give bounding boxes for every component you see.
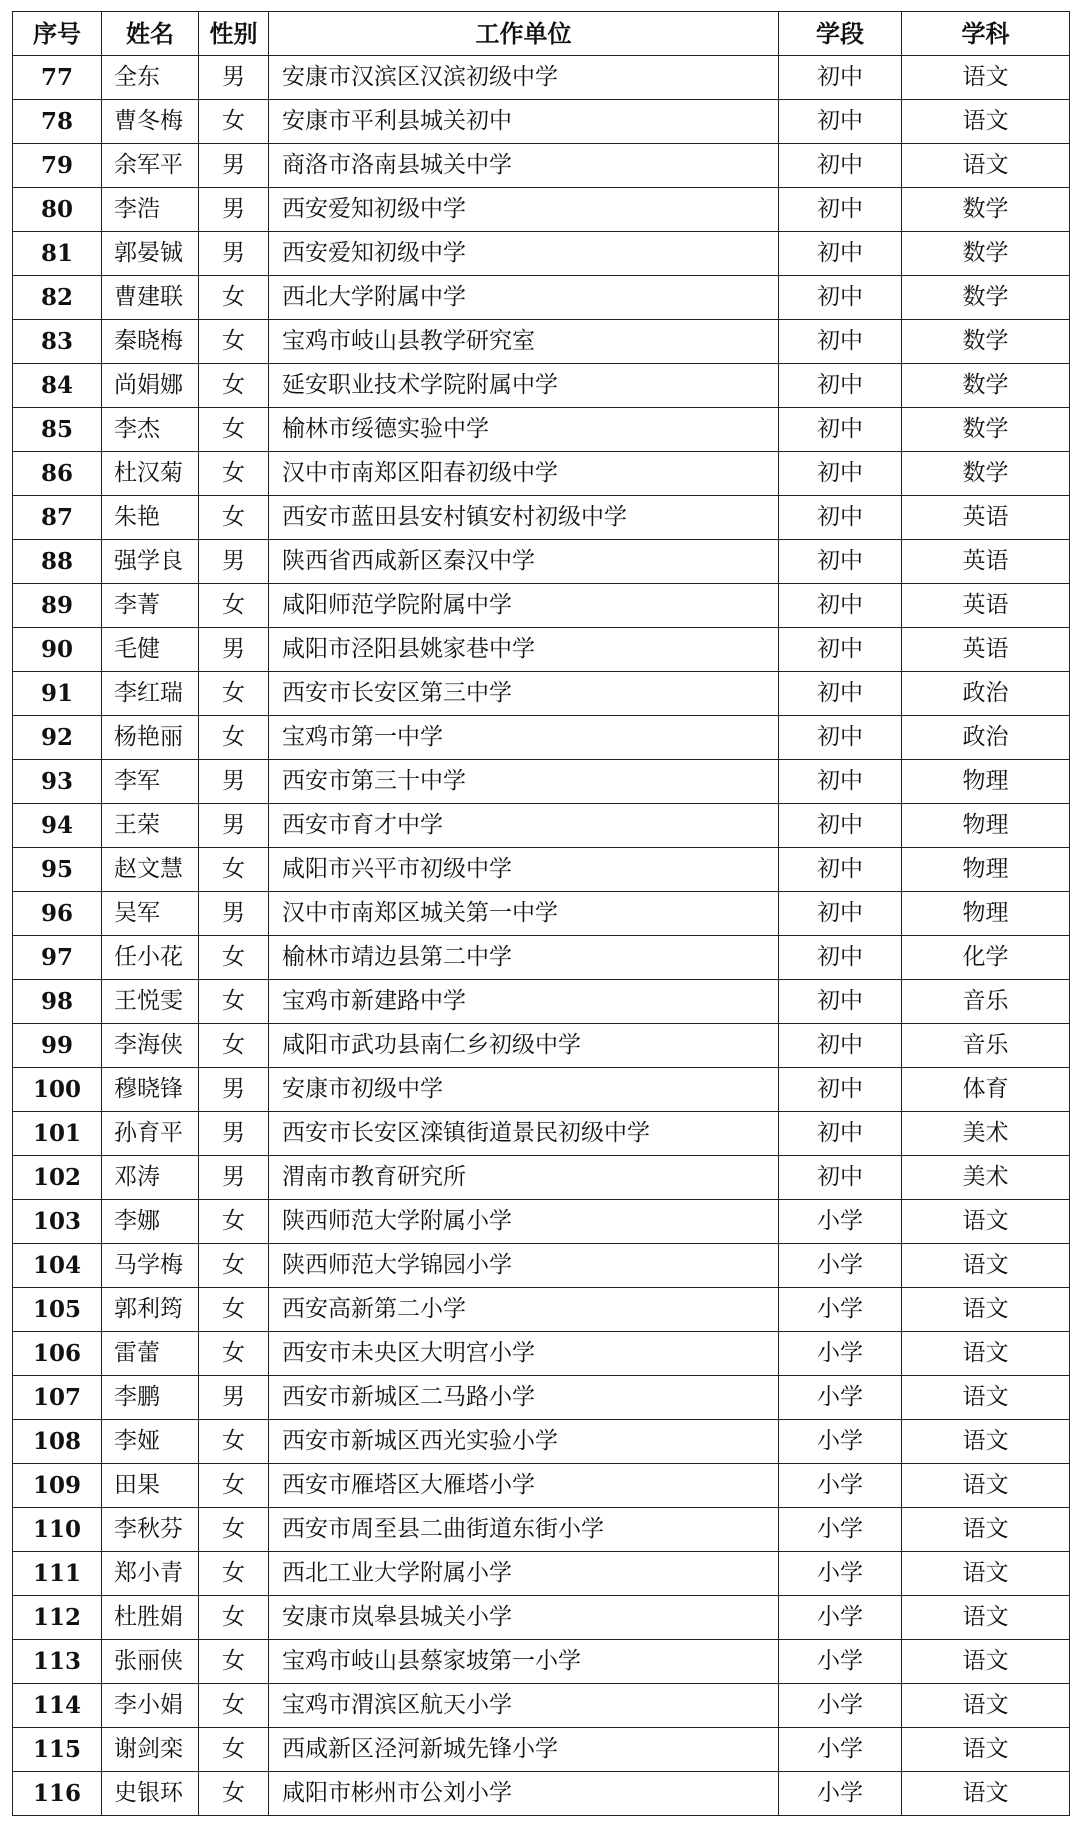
name-cell: 任小花 — [102, 936, 199, 980]
school-stage-cell: 小学 — [779, 1640, 902, 1684]
gender-cell: 女 — [199, 672, 269, 716]
serial-number-cell: 108 — [13, 1420, 102, 1464]
gender-cell: 男 — [199, 760, 269, 804]
name-cell: 李浩 — [102, 188, 199, 232]
subject-cell: 语文 — [902, 1772, 1070, 1816]
name-cell: 王悦雯 — [102, 980, 199, 1024]
school-stage-cell: 初中 — [779, 1068, 902, 1112]
header-subject: 学科 — [902, 12, 1070, 56]
gender-cell: 女 — [199, 848, 269, 892]
work-unit-cell: 安康市初级中学 — [269, 1068, 779, 1112]
serial-number-cell: 82 — [13, 276, 102, 320]
name-cell: 赵文慧 — [102, 848, 199, 892]
serial-number-cell: 101 — [13, 1112, 102, 1156]
header-gender: 性别 — [199, 12, 269, 56]
school-stage-cell: 初中 — [779, 496, 902, 540]
school-stage-cell: 小学 — [779, 1684, 902, 1728]
name-cell: 全东 — [102, 56, 199, 100]
gender-cell: 女 — [199, 452, 269, 496]
gender-cell: 女 — [199, 320, 269, 364]
serial-number-cell: 114 — [13, 1684, 102, 1728]
gender-cell: 男 — [199, 144, 269, 188]
serial-number-cell: 104 — [13, 1244, 102, 1288]
subject-cell: 英语 — [902, 540, 1070, 584]
subject-cell: 语文 — [902, 1376, 1070, 1420]
serial-number-cell: 96 — [13, 892, 102, 936]
work-unit-cell: 西安市新城区西光实验小学 — [269, 1420, 779, 1464]
subject-cell: 物理 — [902, 760, 1070, 804]
work-unit-cell: 汉中市南郑区阳春初级中学 — [269, 452, 779, 496]
name-cell: 李菁 — [102, 584, 199, 628]
school-stage-cell: 初中 — [779, 672, 902, 716]
table-row — [13, 56, 1070, 100]
school-stage-cell: 初中 — [779, 936, 902, 980]
name-cell: 李军 — [102, 760, 199, 804]
gender-cell: 女 — [199, 716, 269, 760]
school-stage-cell: 初中 — [779, 1112, 902, 1156]
school-stage-cell: 初中 — [779, 452, 902, 496]
table-row — [13, 760, 1070, 804]
work-unit-cell: 延安职业技术学院附属中学 — [269, 364, 779, 408]
header-serial-number: 序号 — [13, 12, 102, 56]
school-stage-cell: 小学 — [779, 1200, 902, 1244]
serial-number-cell: 92 — [13, 716, 102, 760]
table-row — [13, 1244, 1070, 1288]
table-row — [13, 804, 1070, 848]
name-cell: 曹冬梅 — [102, 100, 199, 144]
work-unit-cell: 陕西师范大学附属小学 — [269, 1200, 779, 1244]
school-stage-cell: 初中 — [779, 232, 902, 276]
serial-number-cell: 86 — [13, 452, 102, 496]
name-cell: 李小娟 — [102, 1684, 199, 1728]
school-stage-cell: 初中 — [779, 188, 902, 232]
table-row — [13, 100, 1070, 144]
serial-number-cell: 112 — [13, 1596, 102, 1640]
subject-cell: 体育 — [902, 1068, 1070, 1112]
table-row — [13, 496, 1070, 540]
table-row — [13, 980, 1070, 1024]
serial-number-cell: 115 — [13, 1728, 102, 1772]
name-cell: 李娅 — [102, 1420, 199, 1464]
subject-cell: 语文 — [902, 1596, 1070, 1640]
serial-number-cell: 78 — [13, 100, 102, 144]
gender-cell: 女 — [199, 1332, 269, 1376]
table-row — [13, 232, 1070, 276]
school-stage-cell: 初中 — [779, 848, 902, 892]
serial-number-cell: 77 — [13, 56, 102, 100]
subject-cell: 政治 — [902, 672, 1070, 716]
serial-number-cell: 80 — [13, 188, 102, 232]
work-unit-cell: 西安市雁塔区大雁塔小学 — [269, 1464, 779, 1508]
gender-cell: 女 — [199, 1244, 269, 1288]
subject-cell: 数学 — [902, 232, 1070, 276]
serial-number-cell: 85 — [13, 408, 102, 452]
serial-number-cell: 93 — [13, 760, 102, 804]
serial-number-cell: 111 — [13, 1552, 102, 1596]
work-unit-cell: 宝鸡市渭滨区航天小学 — [269, 1684, 779, 1728]
work-unit-cell: 西北工业大学附属小学 — [269, 1552, 779, 1596]
serial-number-cell: 91 — [13, 672, 102, 716]
subject-cell: 数学 — [902, 452, 1070, 496]
subject-cell: 物理 — [902, 848, 1070, 892]
table-row — [13, 1420, 1070, 1464]
school-stage-cell: 初中 — [779, 584, 902, 628]
subject-cell: 物理 — [902, 892, 1070, 936]
gender-cell: 女 — [199, 364, 269, 408]
table-row — [13, 1508, 1070, 1552]
name-cell: 强学良 — [102, 540, 199, 584]
serial-number-cell: 97 — [13, 936, 102, 980]
subject-cell: 语文 — [902, 1684, 1070, 1728]
name-cell: 朱艳 — [102, 496, 199, 540]
work-unit-cell: 西安市新城区二马路小学 — [269, 1376, 779, 1420]
name-cell: 史银环 — [102, 1772, 199, 1816]
header-row — [13, 12, 1070, 56]
name-cell: 李娜 — [102, 1200, 199, 1244]
name-cell: 谢剑栾 — [102, 1728, 199, 1772]
gender-cell: 男 — [199, 1112, 269, 1156]
serial-number-cell: 87 — [13, 496, 102, 540]
work-unit-cell: 安康市平利县城关初中 — [269, 100, 779, 144]
work-unit-cell: 榆林市靖边县第二中学 — [269, 936, 779, 980]
subject-cell: 语文 — [902, 1640, 1070, 1684]
work-unit-cell: 宝鸡市新建路中学 — [269, 980, 779, 1024]
gender-cell: 女 — [199, 936, 269, 980]
name-cell: 马学梅 — [102, 1244, 199, 1288]
work-unit-cell: 咸阳市武功县南仁乡初级中学 — [269, 1024, 779, 1068]
gender-cell: 男 — [199, 1068, 269, 1112]
work-unit-cell: 西安市长安区第三中学 — [269, 672, 779, 716]
name-cell: 杜汉菊 — [102, 452, 199, 496]
table-row — [13, 892, 1070, 936]
work-unit-cell: 陕西省西咸新区秦汉中学 — [269, 540, 779, 584]
work-unit-cell: 榆林市绥德实验中学 — [269, 408, 779, 452]
subject-cell: 音乐 — [902, 1024, 1070, 1068]
subject-cell: 英语 — [902, 584, 1070, 628]
work-unit-cell: 商洛市洛南县城关中学 — [269, 144, 779, 188]
work-unit-cell: 渭南市教育研究所 — [269, 1156, 779, 1200]
table-row — [13, 1464, 1070, 1508]
work-unit-cell: 宝鸡市岐山县蔡家坡第一小学 — [269, 1640, 779, 1684]
school-stage-cell: 小学 — [779, 1596, 902, 1640]
school-stage-cell: 初中 — [779, 1024, 902, 1068]
school-stage-cell: 初中 — [779, 320, 902, 364]
work-unit-cell: 西安市育才中学 — [269, 804, 779, 848]
work-unit-cell: 西安市未央区大明宫小学 — [269, 1332, 779, 1376]
table-row — [13, 1728, 1070, 1772]
subject-cell: 语文 — [902, 1728, 1070, 1772]
school-stage-cell: 初中 — [779, 56, 902, 100]
work-unit-cell: 咸阳市兴平市初级中学 — [269, 848, 779, 892]
subject-cell: 美术 — [902, 1156, 1070, 1200]
name-cell: 张丽侠 — [102, 1640, 199, 1684]
subject-cell: 语文 — [902, 1508, 1070, 1552]
table-row — [13, 1552, 1070, 1596]
subject-cell: 语文 — [902, 56, 1070, 100]
name-cell: 余军平 — [102, 144, 199, 188]
work-unit-cell: 咸阳市彬州市公刘小学 — [269, 1772, 779, 1816]
serial-number-cell: 105 — [13, 1288, 102, 1332]
name-cell: 郑小青 — [102, 1552, 199, 1596]
school-stage-cell: 初中 — [779, 628, 902, 672]
name-cell: 郭晏铖 — [102, 232, 199, 276]
gender-cell: 男 — [199, 804, 269, 848]
gender-cell: 女 — [199, 1772, 269, 1816]
serial-number-cell: 107 — [13, 1376, 102, 1420]
serial-number-cell: 83 — [13, 320, 102, 364]
name-cell: 李海侠 — [102, 1024, 199, 1068]
school-stage-cell: 小学 — [779, 1288, 902, 1332]
school-stage-cell: 小学 — [779, 1464, 902, 1508]
subject-cell: 数学 — [902, 408, 1070, 452]
table-row — [13, 320, 1070, 364]
work-unit-cell: 西安市蓝田县安村镇安村初级中学 — [269, 496, 779, 540]
subject-cell: 数学 — [902, 276, 1070, 320]
serial-number-cell: 89 — [13, 584, 102, 628]
name-cell: 尚娟娜 — [102, 364, 199, 408]
name-cell: 秦晓梅 — [102, 320, 199, 364]
school-stage-cell: 初中 — [779, 364, 902, 408]
gender-cell: 女 — [199, 1640, 269, 1684]
table-row — [13, 1024, 1070, 1068]
gender-cell: 女 — [199, 1200, 269, 1244]
table-row — [13, 408, 1070, 452]
subject-cell: 语文 — [902, 1420, 1070, 1464]
gender-cell: 男 — [199, 540, 269, 584]
school-stage-cell: 小学 — [779, 1376, 902, 1420]
teacher-roster-table — [12, 11, 1070, 1816]
name-cell: 毛健 — [102, 628, 199, 672]
name-cell: 李秋芬 — [102, 1508, 199, 1552]
gender-cell: 女 — [199, 1288, 269, 1332]
school-stage-cell: 小学 — [779, 1508, 902, 1552]
table-row — [13, 1332, 1070, 1376]
serial-number-cell: 84 — [13, 364, 102, 408]
subject-cell: 音乐 — [902, 980, 1070, 1024]
gender-cell: 女 — [199, 276, 269, 320]
work-unit-cell: 西安市第三十中学 — [269, 760, 779, 804]
work-unit-cell: 西安高新第二小学 — [269, 1288, 779, 1332]
school-stage-cell: 初中 — [779, 540, 902, 584]
serial-number-cell: 106 — [13, 1332, 102, 1376]
gender-cell: 女 — [199, 1684, 269, 1728]
school-stage-cell: 初中 — [779, 276, 902, 320]
work-unit-cell: 西北大学附属中学 — [269, 276, 779, 320]
serial-number-cell: 103 — [13, 1200, 102, 1244]
subject-cell: 政治 — [902, 716, 1070, 760]
gender-cell: 女 — [199, 1728, 269, 1772]
serial-number-cell: 79 — [13, 144, 102, 188]
table-row — [13, 364, 1070, 408]
table-row — [13, 1288, 1070, 1332]
gender-cell: 女 — [199, 584, 269, 628]
gender-cell: 女 — [199, 1420, 269, 1464]
gender-cell: 女 — [199, 496, 269, 540]
work-unit-cell: 西安市周至县二曲街道东街小学 — [269, 1508, 779, 1552]
serial-number-cell: 116 — [13, 1772, 102, 1816]
work-unit-cell: 安康市岚皋县城关小学 — [269, 1596, 779, 1640]
serial-number-cell: 90 — [13, 628, 102, 672]
work-unit-cell: 宝鸡市岐山县教学研究室 — [269, 320, 779, 364]
gender-cell: 女 — [199, 1508, 269, 1552]
table-body — [13, 56, 1070, 1816]
name-cell: 邓涛 — [102, 1156, 199, 1200]
table-row — [13, 276, 1070, 320]
school-stage-cell: 小学 — [779, 1772, 902, 1816]
school-stage-cell: 初中 — [779, 892, 902, 936]
name-cell: 穆晓锋 — [102, 1068, 199, 1112]
gender-cell: 女 — [199, 1552, 269, 1596]
school-stage-cell: 初中 — [779, 408, 902, 452]
school-stage-cell: 初中 — [779, 1156, 902, 1200]
work-unit-cell: 安康市汉滨区汉滨初级中学 — [269, 56, 779, 100]
gender-cell: 男 — [199, 56, 269, 100]
serial-number-cell: 100 — [13, 1068, 102, 1112]
table-row — [13, 1200, 1070, 1244]
work-unit-cell: 汉中市南郑区城关第一中学 — [269, 892, 779, 936]
serial-number-cell: 81 — [13, 232, 102, 276]
work-unit-cell: 陕西师范大学锦园小学 — [269, 1244, 779, 1288]
school-stage-cell: 小学 — [779, 1332, 902, 1376]
table-row — [13, 1376, 1070, 1420]
table-row — [13, 628, 1070, 672]
gender-cell: 男 — [199, 1376, 269, 1420]
gender-cell: 女 — [199, 980, 269, 1024]
gender-cell: 女 — [199, 1464, 269, 1508]
gender-cell: 女 — [199, 1596, 269, 1640]
gender-cell: 男 — [199, 188, 269, 232]
table-row — [13, 144, 1070, 188]
serial-number-cell: 113 — [13, 1640, 102, 1684]
subject-cell: 语文 — [902, 1200, 1070, 1244]
serial-number-cell: 95 — [13, 848, 102, 892]
work-unit-cell: 咸阳市泾阳县姚家巷中学 — [269, 628, 779, 672]
gender-cell: 女 — [199, 408, 269, 452]
subject-cell: 语文 — [902, 1288, 1070, 1332]
roster-sheet — [12, 11, 1069, 1816]
subject-cell: 语文 — [902, 1552, 1070, 1596]
table-row — [13, 1068, 1070, 1112]
subject-cell: 语文 — [902, 1244, 1070, 1288]
school-stage-cell: 小学 — [779, 1728, 902, 1772]
name-cell: 李鹏 — [102, 1376, 199, 1420]
serial-number-cell: 110 — [13, 1508, 102, 1552]
table-row — [13, 1640, 1070, 1684]
school-stage-cell: 小学 — [779, 1244, 902, 1288]
header-name: 姓名 — [102, 12, 199, 56]
subject-cell: 语文 — [902, 1464, 1070, 1508]
table-row — [13, 188, 1070, 232]
work-unit-cell: 宝鸡市第一中学 — [269, 716, 779, 760]
school-stage-cell: 初中 — [779, 760, 902, 804]
subject-cell: 数学 — [902, 364, 1070, 408]
gender-cell: 男 — [199, 232, 269, 276]
subject-cell: 语文 — [902, 100, 1070, 144]
serial-number-cell: 109 — [13, 1464, 102, 1508]
school-stage-cell: 初中 — [779, 716, 902, 760]
table-row — [13, 1112, 1070, 1156]
work-unit-cell: 西咸新区泾河新城先锋小学 — [269, 1728, 779, 1772]
school-stage-cell: 初中 — [779, 144, 902, 188]
gender-cell: 男 — [199, 628, 269, 672]
gender-cell: 男 — [199, 1156, 269, 1200]
name-cell: 杨艳丽 — [102, 716, 199, 760]
gender-cell: 女 — [199, 100, 269, 144]
subject-cell: 数学 — [902, 320, 1070, 364]
school-stage-cell: 小学 — [779, 1552, 902, 1596]
table-row — [13, 848, 1070, 892]
header-work-unit: 工作单位 — [269, 12, 779, 56]
name-cell: 吴军 — [102, 892, 199, 936]
table-row — [13, 936, 1070, 980]
header-school-stage: 学段 — [779, 12, 902, 56]
name-cell: 田果 — [102, 1464, 199, 1508]
subject-cell: 化学 — [902, 936, 1070, 980]
gender-cell: 男 — [199, 892, 269, 936]
table-row — [13, 1596, 1070, 1640]
table-row — [13, 672, 1070, 716]
gender-cell: 女 — [199, 1024, 269, 1068]
table-row — [13, 1684, 1070, 1728]
school-stage-cell: 初中 — [779, 980, 902, 1024]
table-row — [13, 716, 1070, 760]
serial-number-cell: 102 — [13, 1156, 102, 1200]
subject-cell: 数学 — [902, 188, 1070, 232]
work-unit-cell: 咸阳师范学院附属中学 — [269, 584, 779, 628]
name-cell: 王荣 — [102, 804, 199, 848]
name-cell: 曹建联 — [102, 276, 199, 320]
subject-cell: 语文 — [902, 144, 1070, 188]
name-cell: 李杰 — [102, 408, 199, 452]
work-unit-cell: 西安爱知初级中学 — [269, 232, 779, 276]
work-unit-cell: 西安市长安区滦镇街道景民初级中学 — [269, 1112, 779, 1156]
subject-cell: 美术 — [902, 1112, 1070, 1156]
serial-number-cell: 99 — [13, 1024, 102, 1068]
subject-cell: 物理 — [902, 804, 1070, 848]
name-cell: 郭利筠 — [102, 1288, 199, 1332]
school-stage-cell: 小学 — [779, 1420, 902, 1464]
school-stage-cell: 初中 — [779, 100, 902, 144]
subject-cell: 英语 — [902, 496, 1070, 540]
serial-number-cell: 94 — [13, 804, 102, 848]
table-row — [13, 1772, 1070, 1816]
work-unit-cell: 西安爱知初级中学 — [269, 188, 779, 232]
name-cell: 杜胜娟 — [102, 1596, 199, 1640]
table-row — [13, 452, 1070, 496]
table-row — [13, 540, 1070, 584]
table-row — [13, 1156, 1070, 1200]
name-cell: 雷蕾 — [102, 1332, 199, 1376]
name-cell: 李红瑞 — [102, 672, 199, 716]
serial-number-cell: 98 — [13, 980, 102, 1024]
name-cell: 孙育平 — [102, 1112, 199, 1156]
subject-cell: 语文 — [902, 1332, 1070, 1376]
school-stage-cell: 初中 — [779, 804, 902, 848]
table-row — [13, 584, 1070, 628]
subject-cell: 英语 — [902, 628, 1070, 672]
serial-number-cell: 88 — [13, 540, 102, 584]
